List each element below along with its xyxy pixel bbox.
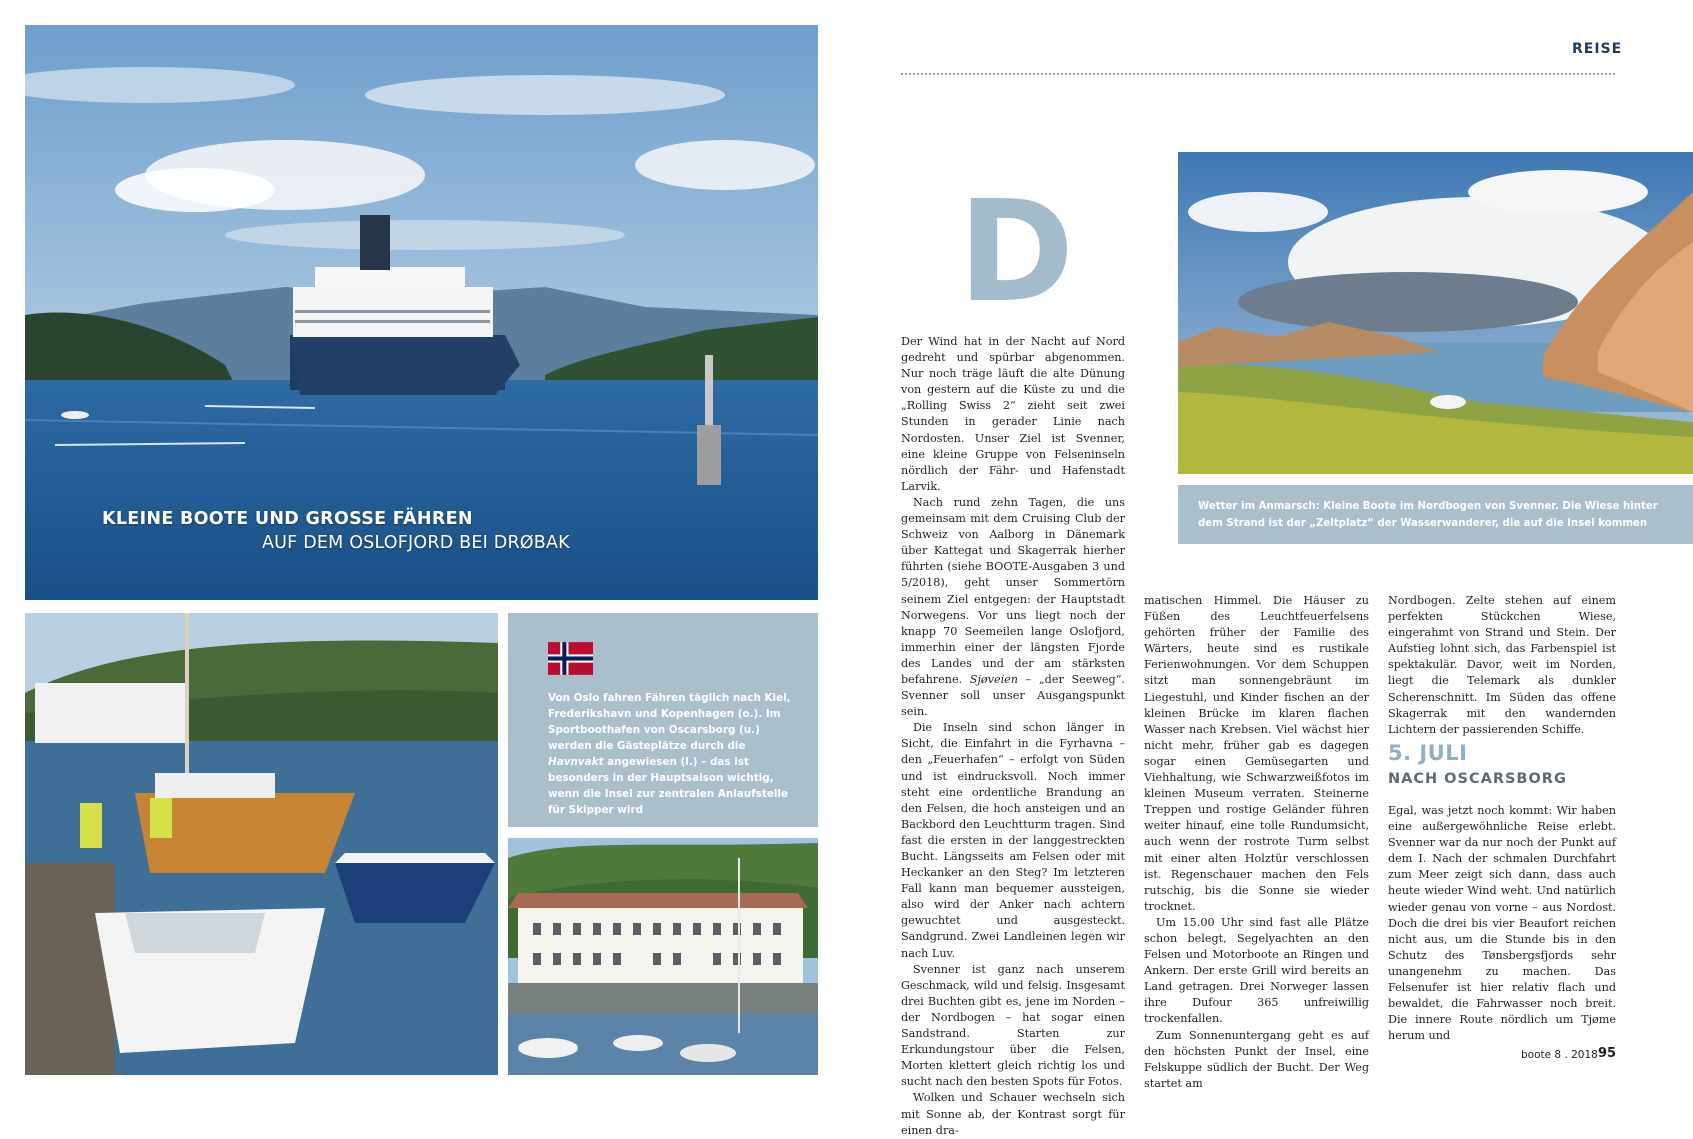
paragraph: Nach rund zehn Tagen, die uns gemeinsam mit dem Cruising Club der Schweiz von Aalborg in Dänemark über Kattegat und Skagerrak hierher führten (siehe BOOTE-Ausgaben 3 und 5/2018), geht unser Sommertörn seinem Ziel entgegen: der Hauptstadt Norwegens. Vor uns liegt noch der knapp 70 Seemeilen lange Oslofjord, immerhin einer der längsten Fjorde des Landes und der am stärksten befahrene. Sjøveien – „der Seeweg“. Svenner soll unser Ausgangspunkt sein.: [901, 495, 1125, 719]
paragraph: Svenner ist ganz nach unserem Geschmack, wild und felsig. Insgesamt drei Buchten gibt es, jene im Norden – der Nordbogen – hat sogar einen Sandstrand. Starten zur Erkundungstour über die Felsen, Morten klettert gleich richtig los und sucht nach den besten Spots für Fotos.: [901, 962, 1125, 1089]
paragraph: Um 15.00 Uhr sind fast alle Plätze schon belegt, Segelyachten an den Felsen und Motorboote an Ringen und Ankern. Der erste Grill wird bereits an Land getragen. Drei Norweger lassen ihre Dufour 365 unfreiwillig trockenfallen.: [1144, 915, 1369, 1026]
section-label: REISE: [1572, 41, 1623, 57]
paragraph: Zum Sonnenuntergang geht es auf den höchsten Punkt der Insel, eine Felskuppe südlich der Bucht. Der Weg startet am: [1144, 1028, 1369, 1090]
article-column-3-continued: [1388, 803, 1616, 1044]
hero-title: KLEINE BOOTE UND GROSSE FÄHREN: [102, 509, 473, 529]
svenner-photo: [1178, 152, 1693, 474]
paragraph: matischen Himmel. Die Häuser zu Füßen des Leuchtfeuerfelsens gehörten früher der Familie des Wärters, heute sind es rustikale Ferienwohnungen. Vor dem Schuppen sitzt man sonnengebräunt im Liegestuhl, und Kinder fischen an der kleinen Brücke im klaren flachen Wasser nach Krebsen. Viel wächst hier nicht mehr, früher gab es dagegen sogar einen Gemüsegarten und Viehhaltung, wie Schwarzweißfotos im kleinen Museum verraten. Steinerne Treppen und rostige Geländer führen weiter hinauf, eine tolle Rundumsicht, auch wenn der rostrote Turm selbst mit einer alten Holztür verschlossen ist. Regenschauer machen den Fels rutschig, bis die Sonne sie wieder trocknet.: [1144, 594, 1369, 913]
drop-cap: D: [958, 171, 1075, 334]
subhead-date: 5. JULI: [1388, 741, 1468, 765]
magazine-issue: boote 8 . 2018: [1521, 1049, 1598, 1061]
paragraph: Nordbogen. Zelte stehen auf einem perfekten Stückchen Wiese, eingerahmt von Strand und Stein. Der Aufstieg lohnt sich, das Farbenspiel ist spektakulär. Davor, weit im Norden, liegt die Telemark als dunkler Scherenschnitt. Im Süden das offene Skagerrak mit den wandernden Lichtern der passierenden Schiffe.: [1388, 594, 1616, 736]
info-box: [508, 613, 818, 827]
caption-text: Wetter im Anmarsch: Kleine Boote im Nordbogen von Svenner. Die Wiese hinter dem Strand ist der „Zeltplatz“ der Wasserwanderer, die auf die Insel kommen: [1198, 501, 1658, 529]
article-column-3: [1388, 593, 1616, 738]
subhead-place: NACH OSCARSBORG: [1388, 771, 1567, 787]
paragraph: Egal, was jetzt noch kommt: Wir haben eine außergewöhnliche Reise erlebt. Svenner war da nur noch der Punkt auf dem I. Nach der schmalen Durchfahrt zum Meer zeigt sich dann, dass auch heute wieder Wind weht. Und natürlich wieder genau von vorne – aus Nordost. Doch die drei bis vier Beaufort reichen nicht aus, um die Stunde bis in den Schutz des Tønsbergsfjords sehr unangenehm zu machen. Das Felsenufer ist hier relativ flach und bewaldet, die Fahrwasser noch breit. Die innere Route nördlich um Tjøme herum und: [1388, 804, 1616, 1043]
article-column-2: [1144, 593, 1369, 1092]
article-column-1: [901, 334, 1125, 1139]
info-text: Von Oslo fahren Fähren täglich nach Kiel, Frederikshavn und Kopenhagen (o.). Im Sportboothafen von Oscarsborg (u.) werden die Gästeplätze durch die Havnvakt angewiesen (l.) – das ist besonders in der Hauptsaison wichtig, wenn die Insel zur zentralen Anlaufstelle für Skipper wird: [548, 692, 791, 816]
photo-caption: [1178, 485, 1693, 544]
marina-photo: [25, 613, 498, 1075]
paragraph: Die Inseln sind schon länger in Sicht, die Einfahrt in die Fyrhavna – den „Feuerhafen“ – erfolgt von Süden und ist eindrucksvoll. Noch immer steht eine ordentliche Brandung an den Felsen, die hoch ansteigen und an Backbord den Leuchtturm tragen. Sind fast die ersten in der langgestreckten Bucht. Längsseits am Felsen oder mit Heckanker an den Steg? Im letzteren Fall kann man bequemer aussteigen, also wird der Anker nach achtern gewuchtet und ausgesteckt. Sandgrund. Zwei Landleinen legen wir nach Luv.: [901, 721, 1125, 960]
hero-subtitle: AUF DEM OSLOFJORD BEI DRØBAK: [262, 533, 570, 553]
paragraph: Wolken und Schauer wechseln sich mit Sonne ab, der Kontrast sorgt für einen dra-: [901, 1091, 1125, 1137]
norway-flag-icon: [548, 642, 593, 675]
paragraph: Der Wind hat in der Nacht auf Nord gedreht und spürbar abgenommen. Nur noch träge läuft die alte Dünung von gestern auf die Küste zu und die „Rolling Swiss 2“ zieht seit zwei Stunden in gerader Linie nach Nordosten. Unser Ziel ist Svenner, eine kleine Gruppe von Felseninseln nördlich der Fähr- und Hafenstadt Larvik.: [901, 335, 1125, 493]
header-divider: [901, 73, 1615, 75]
page-number: 95: [1598, 1046, 1617, 1061]
oscarsborg-photo: [508, 838, 818, 1075]
